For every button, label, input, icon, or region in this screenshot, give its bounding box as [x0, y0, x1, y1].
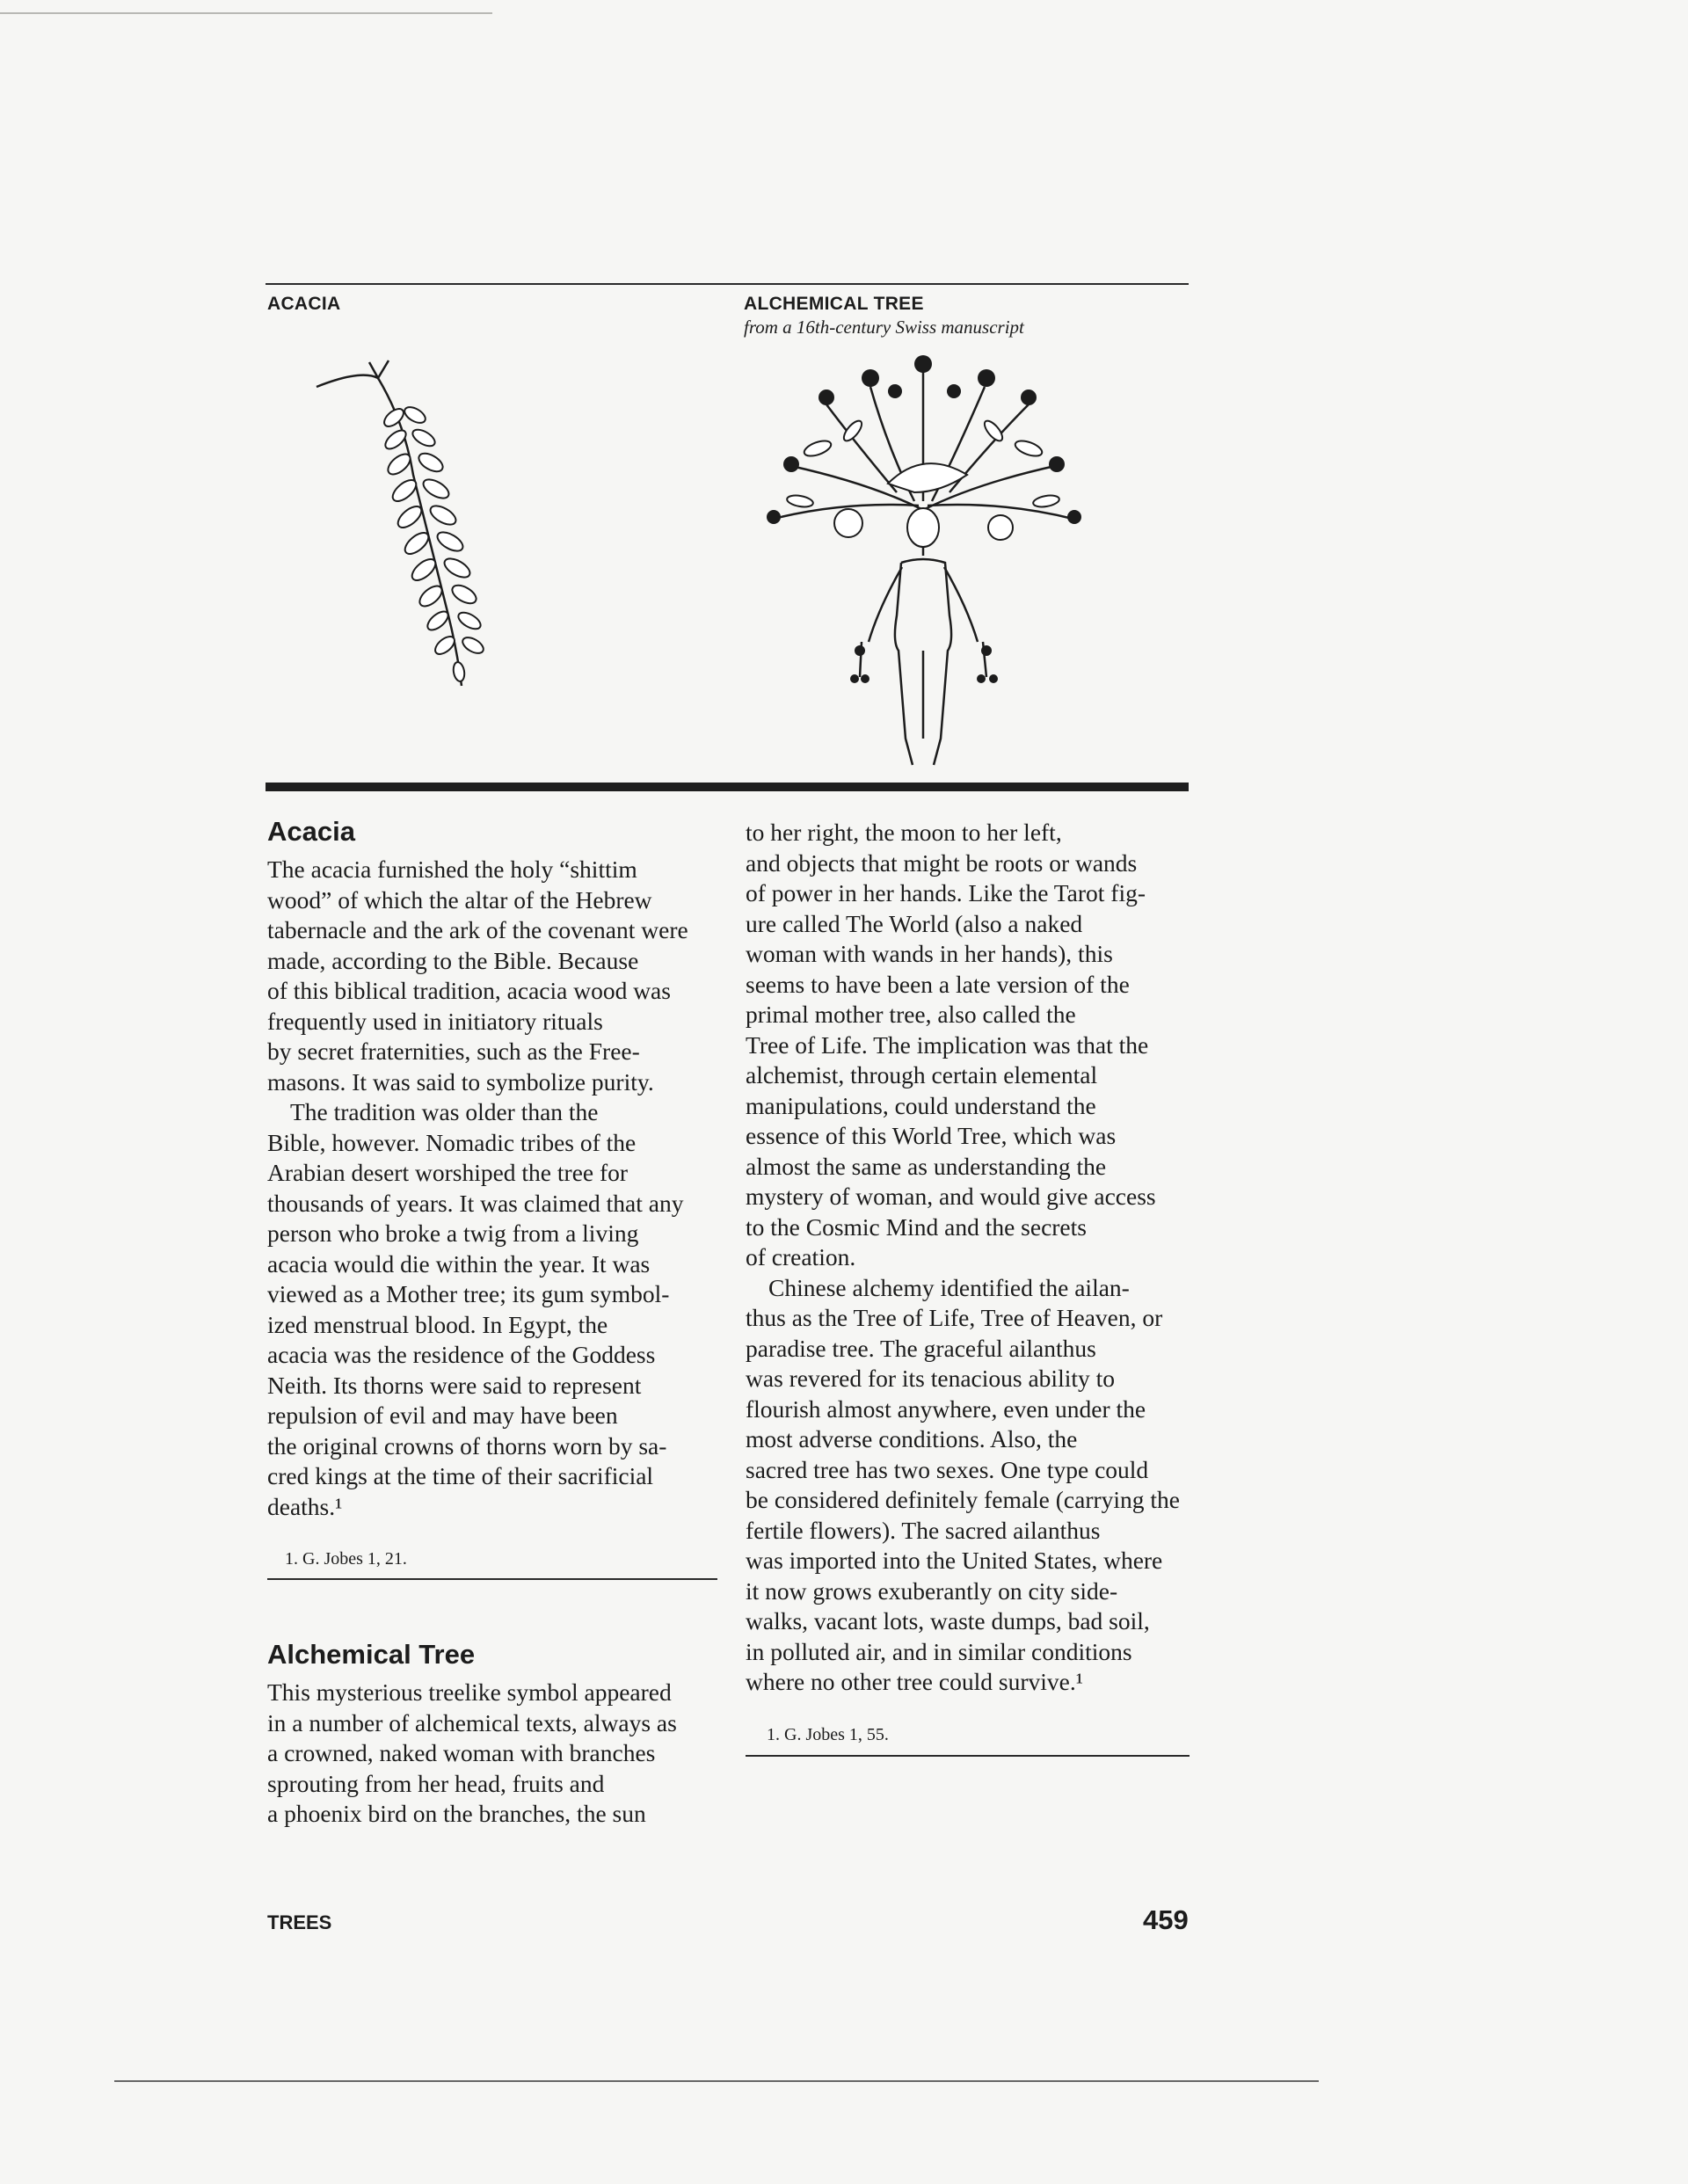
- top-rule: [266, 283, 1189, 285]
- acacia-paragraph-1: The acacia furnished the holy “shittim wood” of which the altar of the Hebrew tabernacle and the ark of the covenant were made, according to the Bible. Because of this biblical tradition, acacia wood was frequently used in initiatory rituals by secret fraternities, such as the Free- masons. It was said to symbolize purity.: [267, 855, 688, 1096]
- section-divider: [266, 783, 1189, 791]
- alchemical-tree-body-right: [746, 818, 1203, 1698]
- running-head: TREES: [267, 1911, 332, 1933]
- acacia-paragraph-2: The tradition was older than the Bible, however. Nomadic tribes of the Arabian desert worshiped the tree for thousands of years. It was claimed that any person who broke a twig from a living acacia would die within the year. It was viewed as a Mother tree; its gum symbol- ized menstrual blood. In Egypt, the acacia was the residence of the Goddess Neith. Its thorns were said to represent repulsion of evil and may have been the original crowns of thorns worn by sa- cred kings at the time of their sacrificial deaths.¹: [267, 1098, 684, 1520]
- alchemical-tree-paragraph-1-start: This mysterious treelike symbol appeared in a number of alchemical texts, always as a crowned, naked woman with branches sprouting from her head, fruits and a phoenix bird on the branches, the sun: [267, 1678, 677, 1827]
- figure-label-acacia: ACACIA: [267, 294, 341, 314]
- acacia-branch-illustration: [308, 352, 536, 703]
- alchemical-tree-footnote: 1. G. Jobes 1, 55.: [767, 1725, 889, 1744]
- footnote-rule-acacia: [267, 1578, 717, 1580]
- scan-bottom-edge: [114, 2080, 1319, 2082]
- alchemical-tree-illustration: [738, 352, 1108, 774]
- alchemical-tree-paragraph-2: Chinese alchemy identified the ailan- thus as the Tree of Life, Tree of Heaven, or paradise tree. The graceful ailanthus was revered for its tenacious ability to flourish almost anywhere, even under the most adverse conditions. Also, the sacred tree has two sexes. One type could be considered definitely female (carrying the fertile flowers). The sacred ailanthus was imported into the United States, where it now grows exuberantly on city side- walks, vacant lots, waste dumps, bad soil, in polluted air, and in similar conditions where no other tree could survive.¹: [746, 1273, 1181, 1695]
- entry-heading-alchemical-tree: Alchemical Tree: [267, 1639, 476, 1670]
- acacia-body: [267, 855, 742, 1522]
- acacia-footnote: 1. G. Jobes 1, 21.: [285, 1549, 407, 1569]
- figure-label-alchemical-tree: ALCHEMICAL TREE: [744, 294, 924, 314]
- footnote-rule-alchemical-tree: [746, 1755, 1190, 1757]
- entry-heading-acacia: Acacia: [267, 816, 355, 847]
- alchemical-tree-body-left: [267, 1678, 742, 1830]
- page-number: 459: [1143, 1904, 1189, 1935]
- alchemical-tree-paragraph-1-continued: to her right, the moon to her left, and objects that might be roots or wands of power in her hands. Like the Tarot fig- ure called The World (also a naked woman with wands in her hands), this seems to have been a late version of the primal mother tree, also called the Tree of Life. The implication was that the alchemist, through certain elemental manipulations, could understand the essence of this World Tree, which was almost the same as understanding the mystery of woman, and would give access to the Cosmic Mind and the secrets of creation.: [746, 819, 1156, 1270]
- figure-caption-alchemical-tree: from a 16th-century Swiss manuscript: [744, 317, 1024, 338]
